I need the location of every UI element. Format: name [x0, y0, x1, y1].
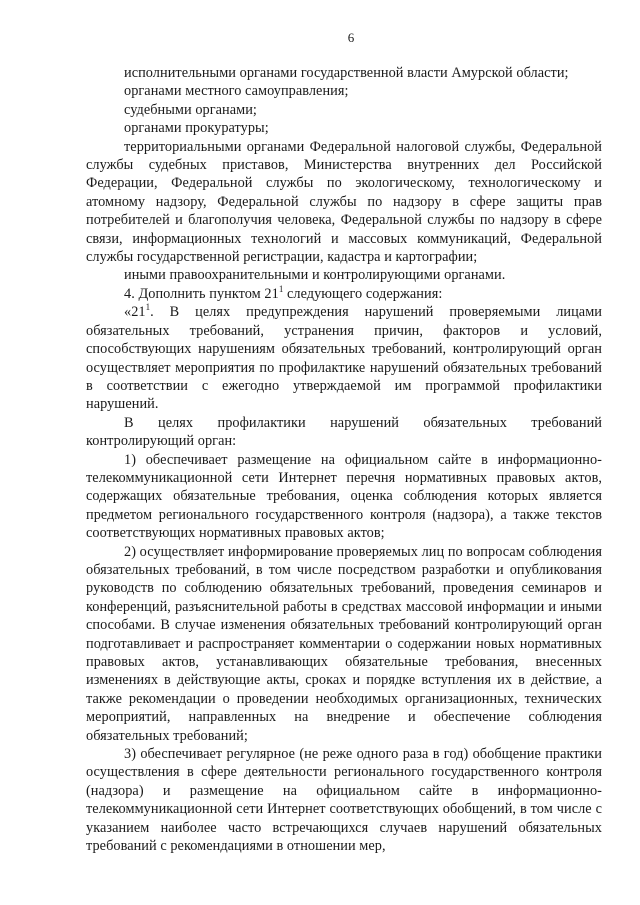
paragraph-amendment-4	[86, 285, 602, 303]
amendment-4-superscript: 1	[278, 284, 284, 295]
paragraph-item-1: 1) обеспечивает размещение на официальном сайте в информационно-телекоммуникационной сети Интернет перечня нормативных правовых актов, содержащих обязательные требования, оценка соблюдения которых является предметом регионального государственного контроля (надзора), а также текстов соответствующих нормативных правовых актов;	[86, 451, 602, 542]
clause-21-1-text-before: «21	[124, 304, 146, 321]
paragraph-territorial-bodies: территориальными органами Федеральной налоговой службы, Федеральной службы судебных приставов, Министерства внутренних дел Российской Федерации, Федеральной службы по экологическому, технологическому и атомному надзору, Федеральной службы по надзору в сфере защиты прав потребителей и благополучия человека, Федеральной службы по надзору в сфере связи, информационных технологий и массовых коммуникаций, Федеральной службы государственной регистрации, кадастра и картографии;	[86, 138, 602, 266]
clause-21-1-text-after: . В целях предупреждения нарушений проверяемыми лицами обязательных требований, устранения причин, факторов и условий, способствующих нарушениям обязательных требований, контролирующий орган осуществляет мероприятия по профилактике нарушений обязательных требований в соответствии с ежегодно утверждаемой им программой профилактики нарушений.	[86, 304, 602, 413]
paragraph-judicial-bodies: судебными органами;	[124, 101, 257, 118]
paragraph-prevention-purpose: В целях профилактики нарушений обязательных требований контролирующий орган:	[86, 414, 602, 450]
amendment-4-text-before: 4. Дополнить пунктом 21	[124, 285, 279, 302]
paragraph-item-2: 2) осуществляет информирование проверяемых лиц по вопросам соблюдения обязательных требований, в том числе посредством разработки и опубликования руководств по соблюдению обязательных требований, проведения семинаров и конференций, разъяснительной работы в средствах массовой информации и иными способами. В случае изменения обязательных требований контролирующий орган подготавливает и распространяет комментарии о содержании новых нормативных правовых актов, устанавливающих обязательные требования, внесенных изменениях в действующие акты, сроках и порядке вступления их в действие, а также рекомендации о проведении необходимых организационных, технических мероприятий, направленных на внедрение и обеспечение соблюдения обязательных требований;	[86, 543, 602, 744]
paragraph-executive-bodies: исполнительными органами государственной власти Амурской области;	[124, 65, 569, 81]
document-body	[86, 64, 602, 855]
clause-21-1-superscript: 1	[145, 302, 151, 313]
paragraph-prosecution-bodies: органами прокуратуры;	[124, 120, 269, 137]
paragraph-clause-21-1	[86, 303, 602, 413]
paragraph-other-bodies: иными правоохранительными и контролирующими органами.	[124, 267, 506, 284]
paragraph-item-3: 3) обеспечивает регулярное (не реже одного раза в год) обобщение практики осуществления в сфере деятельности регионального государственного контроля (надзора) и размещение на официальном сайте в информационно-телекоммуникационной сети Интернет соответствующих обобщений, в том числе с указанием наиболее часто встречающихся случаев нарушений обязательных требований с рекомендациями в отношении мер,	[86, 746, 602, 855]
paragraph-local-self-government: органами местного самоуправления;	[124, 83, 349, 100]
page-number: 6	[347, 30, 355, 45]
amendment-4-text-after: следующего содержания:	[283, 285, 443, 302]
